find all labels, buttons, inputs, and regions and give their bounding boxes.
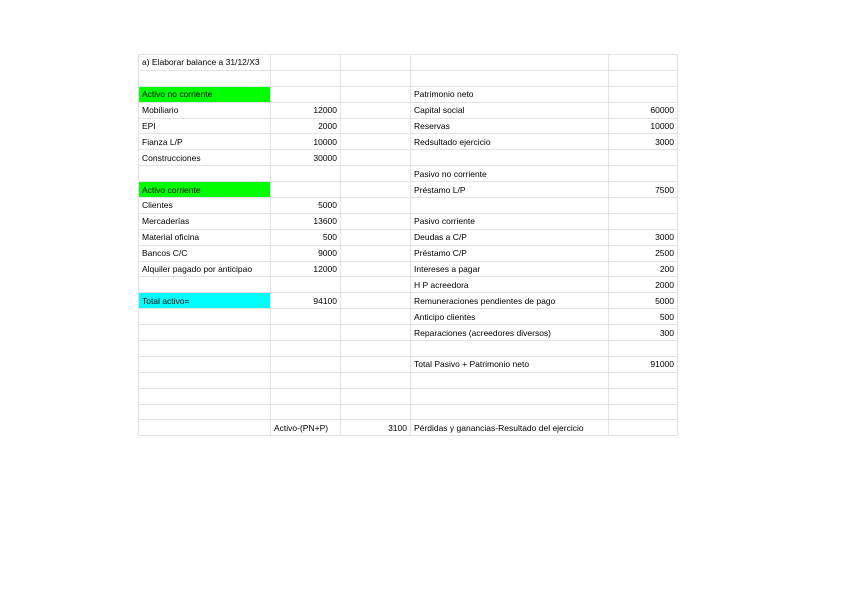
table-row [139, 55, 678, 71]
asset-value[interactable]: 12000 [271, 102, 341, 118]
table-row [139, 229, 678, 245]
table-row [139, 325, 678, 341]
table-row [139, 245, 678, 261]
total-pasivo-label[interactable]: Total Pasivo + Patrimonio neto [411, 356, 609, 372]
liability-label[interactable]: Deudas a C/P [411, 229, 609, 245]
liability-label[interactable]: Intereses a pagar [411, 261, 609, 277]
asset-value[interactable]: 500 [271, 229, 341, 245]
table-row [139, 166, 678, 182]
asset-label[interactable]: Clientes [139, 198, 271, 214]
equity-label[interactable]: Reservas [411, 118, 609, 134]
table-row [139, 213, 678, 229]
liability-label[interactable]: Anticipo clientes [411, 309, 609, 325]
asset-value[interactable]: 13600 [271, 213, 341, 229]
asset-value[interactable]: 5000 [271, 198, 341, 214]
liability-value[interactable]: 3000 [609, 229, 678, 245]
equity-label[interactable]: Redsultado ejercicio [411, 134, 609, 150]
sheet-title[interactable]: a) Elaborar balance a 31/12/X3 [139, 55, 271, 71]
table-row [139, 198, 678, 214]
liability-value[interactable]: 500 [609, 309, 678, 325]
liability-value[interactable]: 2000 [609, 277, 678, 293]
asset-value[interactable]: 10000 [271, 134, 341, 150]
asset-label[interactable]: Bancos C/C [139, 245, 271, 261]
asset-value[interactable]: 12000 [271, 261, 341, 277]
asset-label[interactable]: Material oficina [139, 229, 271, 245]
resultado-formula-value[interactable]: 3100 [341, 420, 411, 436]
liability-label[interactable]: Préstamo C/P [411, 245, 609, 261]
liability-label[interactable]: Reparaciones (acreedores diversos) [411, 325, 609, 341]
asset-label[interactable]: EPI [139, 118, 271, 134]
asset-label[interactable]: Mobiliario [139, 102, 271, 118]
resultado-formula-label[interactable]: Activo-(PN+P) [271, 420, 341, 436]
patrimonio-neto-header[interactable]: Patrimonio neto [411, 86, 609, 102]
asset-value[interactable]: 2000 [271, 118, 341, 134]
total-activo-label[interactable]: Total activo= [139, 293, 271, 309]
pasivo-no-corriente-header[interactable]: Pasivo no corriente [411, 166, 609, 182]
table-row [139, 309, 678, 325]
activo-corriente-header[interactable]: Activo corriente [139, 182, 271, 198]
equity-value[interactable]: 60000 [609, 102, 678, 118]
table-row [139, 86, 678, 102]
asset-value[interactable]: 30000 [271, 150, 341, 166]
table-row [139, 356, 678, 372]
table-row [139, 134, 678, 150]
table-row [139, 150, 678, 166]
balance-sheet-table [138, 54, 678, 436]
table-row [139, 277, 678, 293]
table-row [139, 293, 678, 309]
table-row [139, 388, 678, 404]
liability-value[interactable]: 200 [609, 261, 678, 277]
asset-value[interactable]: 9000 [271, 245, 341, 261]
table-row [139, 341, 678, 357]
asset-label[interactable]: Construcciones [139, 150, 271, 166]
table-row [139, 420, 678, 436]
total-pasivo-value[interactable]: 91000 [609, 356, 678, 372]
liability-value[interactable]: 2500 [609, 245, 678, 261]
table-row [139, 404, 678, 420]
liability-value[interactable]: 300 [609, 325, 678, 341]
table-row [139, 372, 678, 388]
equity-value[interactable]: 3000 [609, 134, 678, 150]
equity-label[interactable]: Capital social [411, 102, 609, 118]
resultado-description[interactable]: Pérdidas y ganancias-Resultado del ejercicio [411, 420, 609, 436]
table-row [139, 102, 678, 118]
liability-value[interactable]: 5000 [609, 293, 678, 309]
liability-value[interactable]: 7500 [609, 182, 678, 198]
table-row [139, 261, 678, 277]
asset-label[interactable]: Alquiler pagado por anticipao [139, 261, 271, 277]
asset-label[interactable]: Mercaderías [139, 213, 271, 229]
table-row [139, 118, 678, 134]
table-row [139, 70, 678, 86]
asset-label[interactable]: Fianza L/P [139, 134, 271, 150]
equity-value[interactable]: 10000 [609, 118, 678, 134]
liability-label[interactable]: Remuneraciones pendientes de pago [411, 293, 609, 309]
table-row [139, 182, 678, 198]
liability-label[interactable]: Préstamo L/P [411, 182, 609, 198]
liability-label[interactable]: H P acreedora [411, 277, 609, 293]
total-activo-value[interactable]: 94100 [271, 293, 341, 309]
pasivo-corriente-header[interactable]: Pasivo corriente [411, 213, 609, 229]
activo-no-corriente-header[interactable]: Activo no corriente [139, 86, 271, 102]
